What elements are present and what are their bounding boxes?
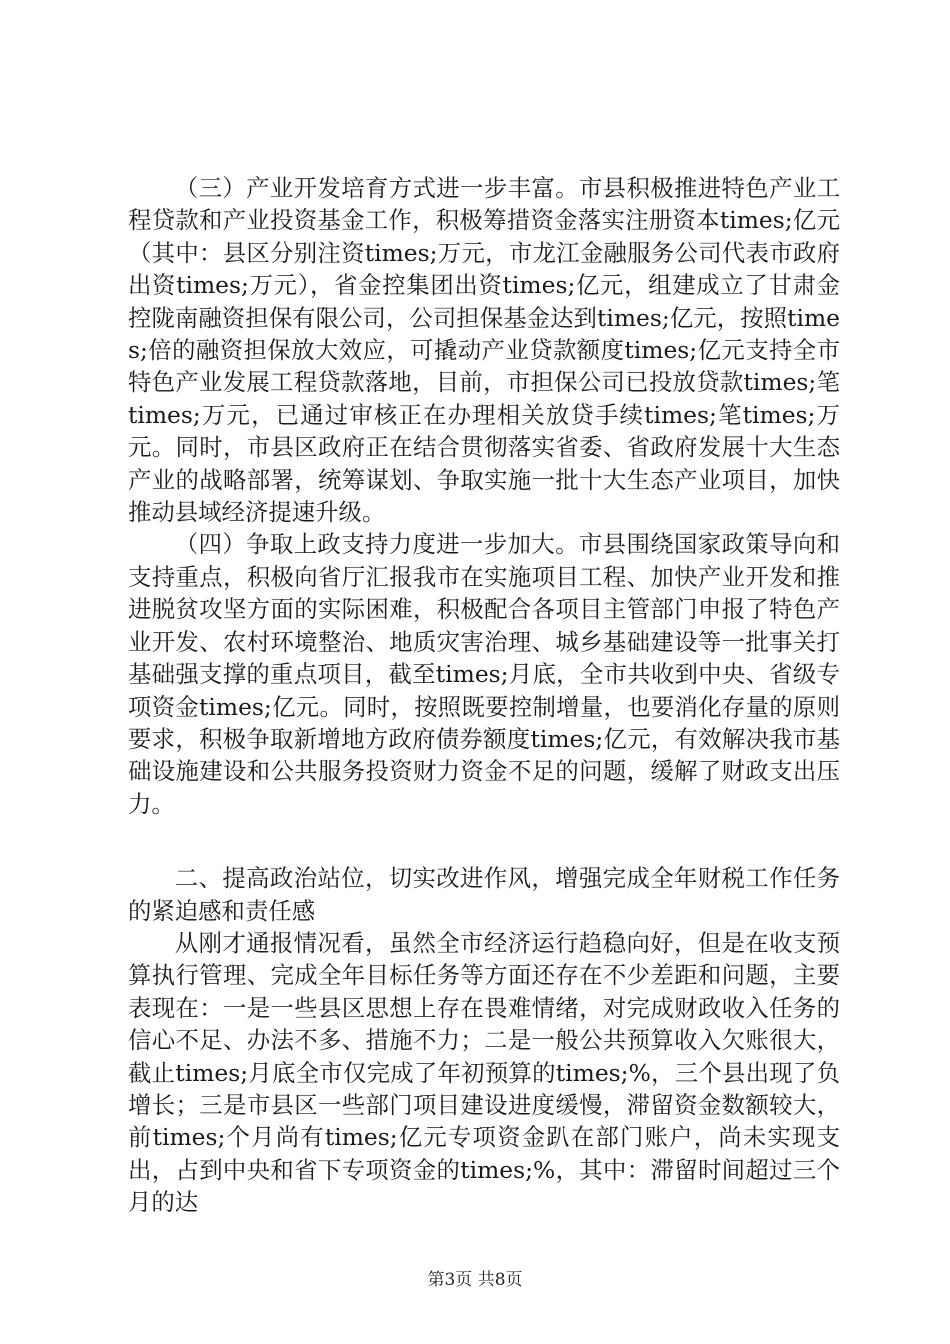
paragraph-policy-support: （四）争取上政支持力度进一步加大。市县围绕国家政策导向和支持重点，积极向省厅汇报我市在实施项目工程、加快产业开发和推进脱贫攻坚方面的实际困难，积极配合各项目主管部门申报了特色产业开发、农村环境整治、地质灾害治理、城乡基础建设等一批事关打基础强支撑的重点项目，截至times;月底，全市共收到中央、省级专项资金times;亿元。同时，按照既要控制增量，也要消化存量的原则要求，积极争取新增地方政府债券额度times;亿元，有效解决我市基础设施建设和公共服务投资财力资金不足的问题，缓解了财政支出压力。	[128, 530, 840, 818]
paragraph-industry-development: （三）产业开发培育方式进一步丰富。市县积极推进特色产业工程贷款和产业投资基金工作，积极筹措资金落实注册资本times;亿元（其中：县区分别注资times;万元，市龙江金融服务公司代表市政府出资times;万元），省金控集团出资times;亿元，组建成立了甘肃金控陇南融资担保有限公司，公司担保基金达到times;亿元，按照times;倍的融资担保放大效应，可撬动产业贷款额度times;亿元支持全市特色产业发展工程贷款落地，目前，市担保公司已投放贷款times;笔times;万元，已通过审核正在办理相关放贷手续times;笔times;万元。同时，市县区政府正在结合贯彻落实省委、省政府发展十大生态产业的战略部署，统筹谋划、争取实施一批十大生态产业项目，加快推动县域经济提速升级。	[128, 174, 840, 527]
paragraph-problems: 从刚才通报情况看，虽然全市经济运行趋稳向好，但是在收支预算执行管理、完成全年目标任务等方面还存在不少差距和问题，主要表现在：一是一些县区思想上存在畏难情绪，对完成财政收入任务的信心不足、办法不多、措施不力；二是一般公共预算收入欠账很大，截止times;月底全市仅完成了年初预算的times;%，三个县出现了负增长；三是市县区一些部门项目建设进度缓慢，滞留资金数额较大，前times;个月尚有times;亿元专项资金趴在部门账户，尚未实现支出，占到中央和省下专项资金的times;%，其中：滞留时间超过三个月的达	[128, 928, 840, 1217]
section-heading: 二、提高政治站位，切实改进作风，增强完成全年财税工作任务的紧迫感和责任感	[128, 864, 840, 925]
page-footer: 第3页 共8页	[427, 1270, 523, 1290]
paragraph-spacer	[128, 820, 840, 862]
document-body	[128, 172, 840, 1219]
